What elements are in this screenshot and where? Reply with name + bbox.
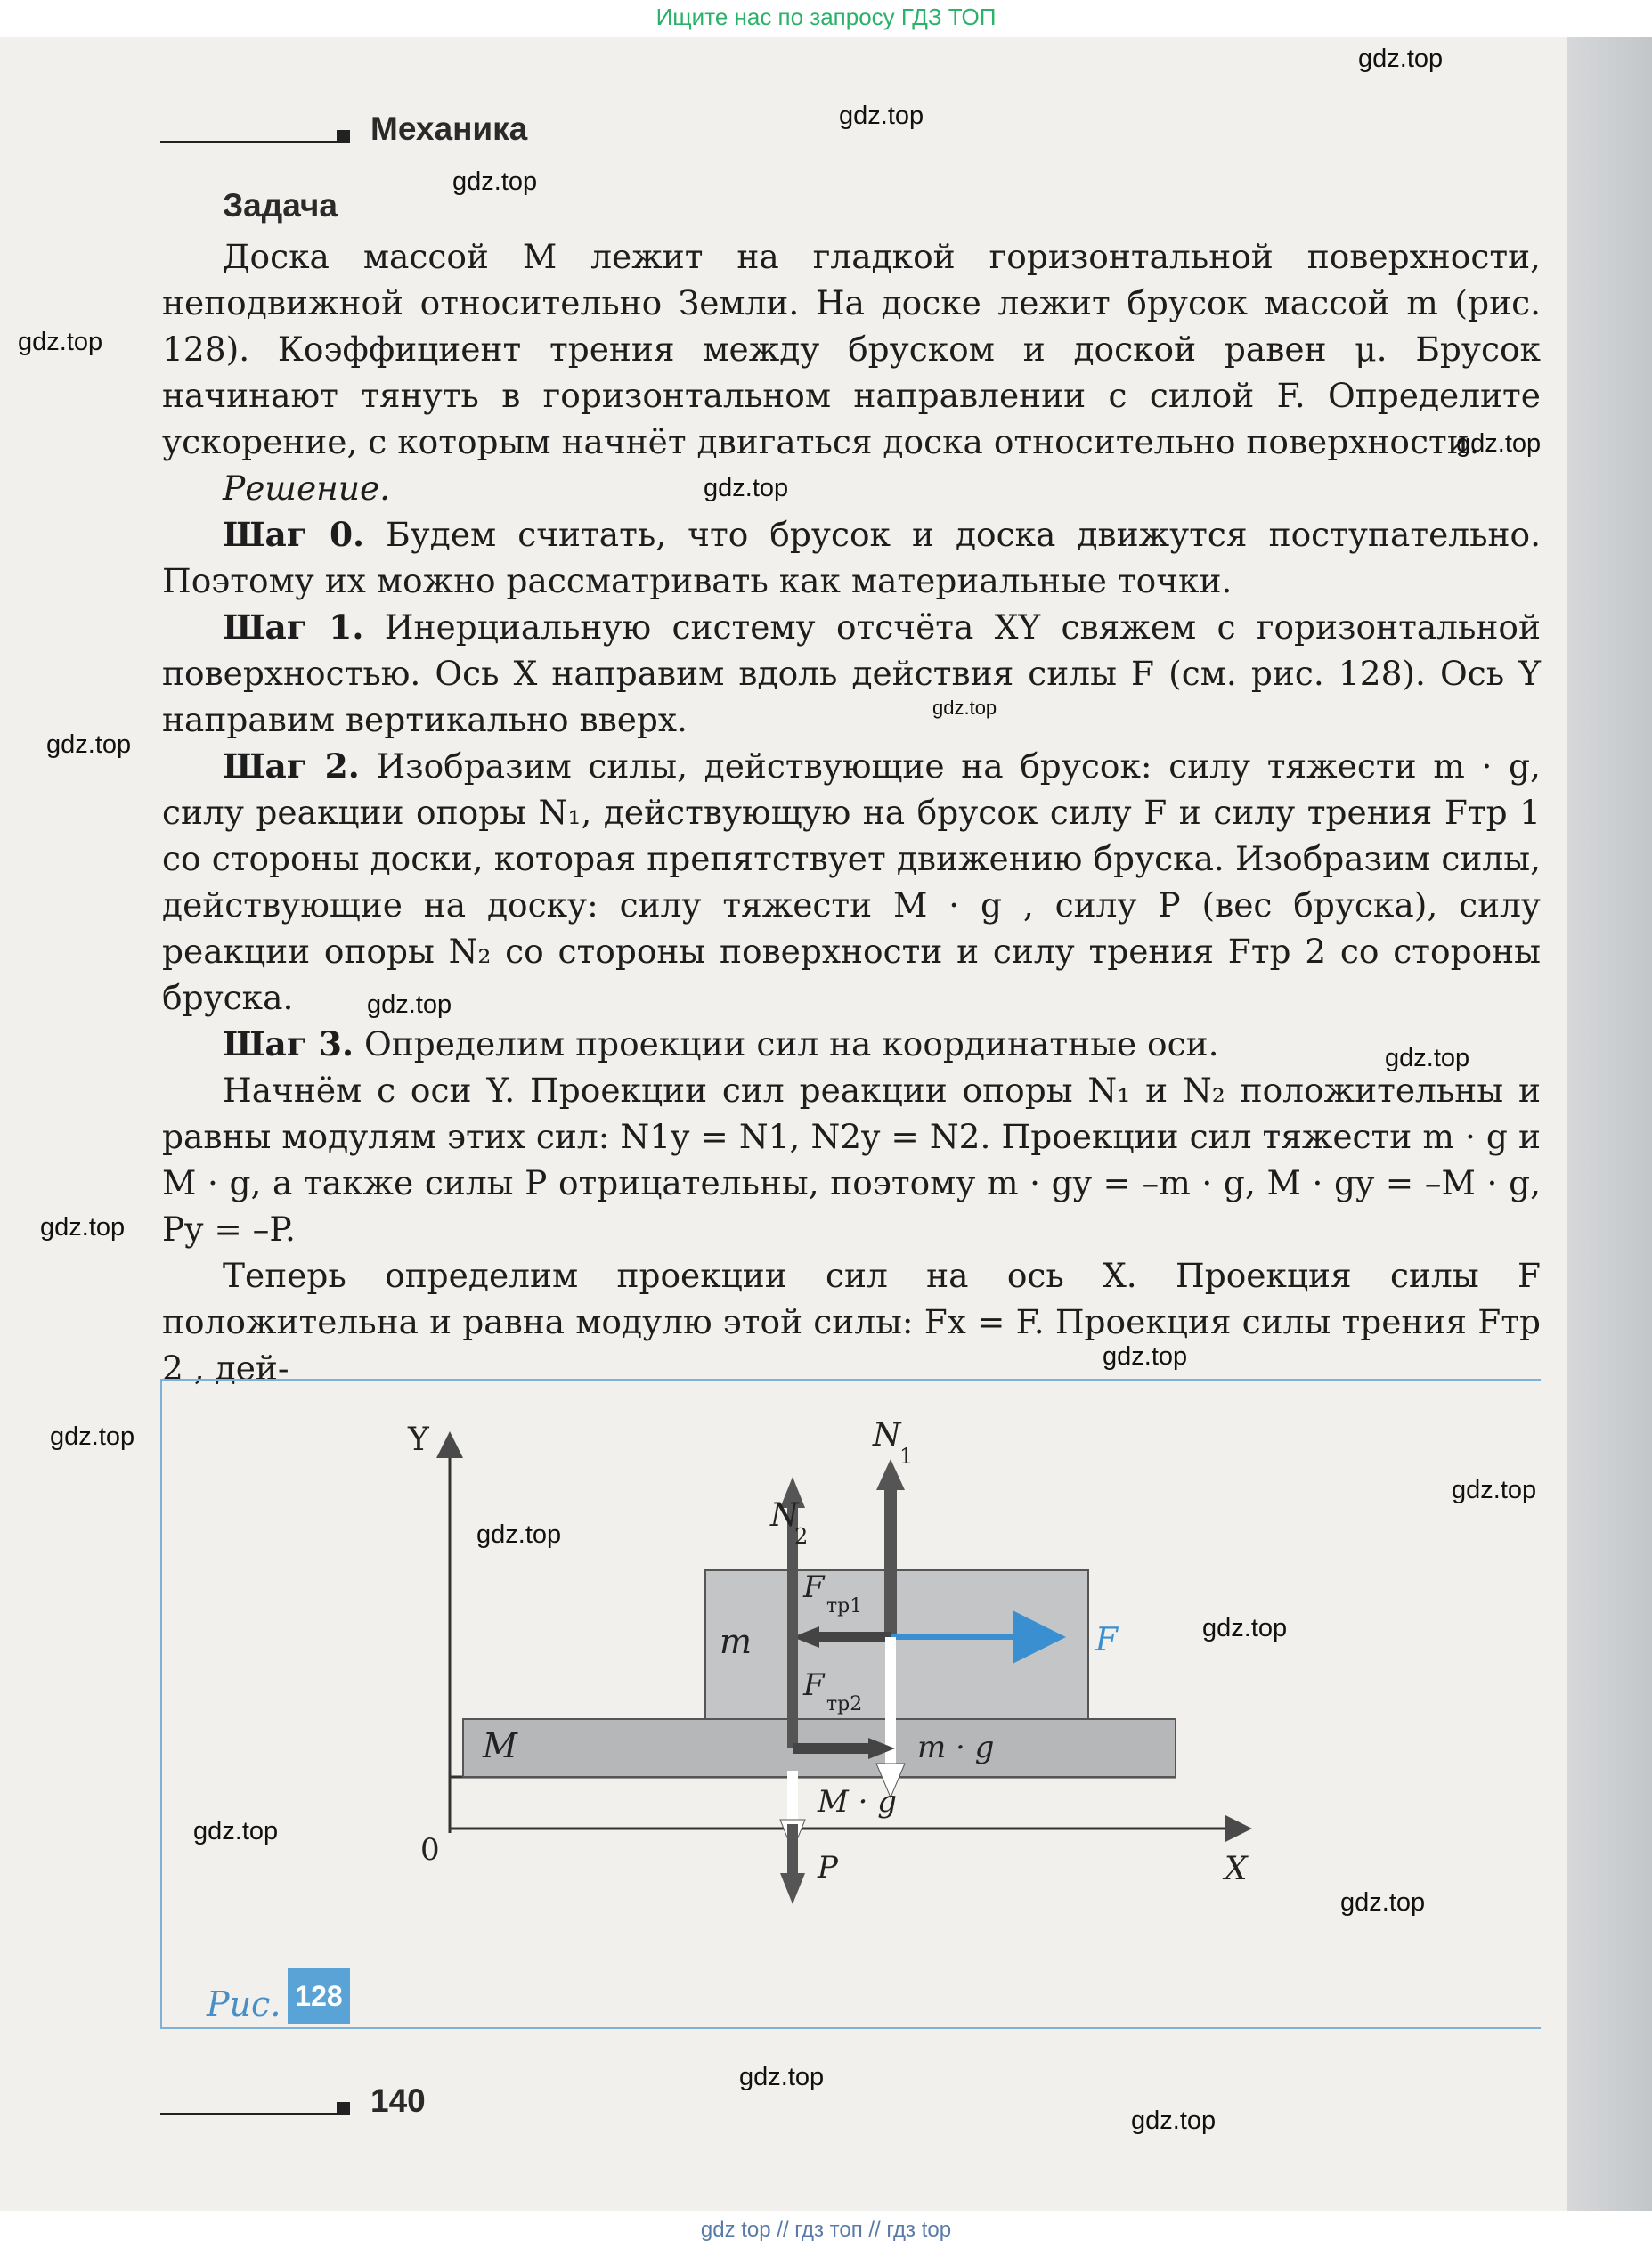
step-2-label: Шаг 2. (223, 746, 360, 786)
watermark: gdz.top (46, 730, 132, 759)
y-axis-paragraph: Начнём с оси Y. Проекции сил реакции опоры N₁ и N₂ положительны и равны модулям этих сил: N1y = N1, N2y = N2. Проекции сил тяжести m · g и M · g, а также силы P отрицательны, поэтому m · gy = –m · g, M · gy = –M · g, Py = –P. (162, 1071, 1541, 1249)
watermark: gdz.top (1452, 1476, 1537, 1504)
figure-caption-label: Рис. (207, 1984, 281, 2024)
watermark: gdz.top (1340, 1888, 1426, 1917)
step-0 (162, 511, 1541, 604)
ftr1-subscript: тр1 (826, 1595, 863, 1617)
watermark: gdz.top (1456, 429, 1542, 458)
top-banner[interactable]: Ищите нас по запросу ГДЗ ТОП (655, 4, 997, 30)
watermark: gdz.top (1103, 1342, 1188, 1371)
step-1-text: Инерциальную систему отсчёта XY свяжем с горизонтальной поверхностью. Ось X направим вдоль действия силы F (см. рис. 128). Ось Y направим вертикально вверх. (162, 607, 1541, 739)
step-3 (162, 1021, 1541, 1067)
step-0-label: Шаг 0. (223, 515, 365, 554)
n2-label: N (770, 1497, 799, 1534)
origin-label: 0 (420, 1832, 440, 1868)
n1-label: N (873, 1417, 901, 1454)
ftr2-subscript: тр2 (826, 1693, 863, 1715)
watermark: gdz.top (40, 1213, 126, 1242)
step-2-text: Изобразим силы, действующие на брусок: силу тяжести m · g, силу реакции опоры N₁, действующую на брусок силу F и силу трения Fтр 1 со стороны доски, которая препятствует движению бруска. Изобразим силы, действующие на доску: силу тяжести M · g , силу P (вес бруска), силу реакции опоры N₂ со стороны поверхности и силу трения Fтр 2 со стороны бруска. (162, 746, 1541, 1017)
f-label: F (1095, 1622, 1118, 1658)
n1-subscript: 1 (899, 1444, 914, 1469)
step-3-text: Определим проекции сил на координатные оси. (354, 1024, 1219, 1063)
watermark: gdz.top (739, 2063, 825, 2091)
body-text (162, 233, 1541, 1391)
y-axis-label: Y (408, 1422, 429, 1458)
watermark: gdz.top (1131, 2106, 1217, 2135)
watermark: gdz.top (476, 1520, 562, 1549)
watermark: gdz.top (367, 990, 452, 1019)
step-1-label: Шаг 1. (223, 607, 364, 647)
x-axis-label: X (1225, 1851, 1248, 1887)
task-paragraph: Доска массой M лежит на гладкой горизонтальной поверхности, неподвижной относительно Земли. На доске лежит брусок массой m (рис. 128). Коэффициент трения между бруском и доской равен μ. Брусок начинают тянуть в горизонтальном направлении с силой F. Определите ускорение, с которым начнёт двигаться доска относительно поверхности. (162, 237, 1541, 461)
force-diagram (160, 1379, 1541, 2029)
header-marker (337, 130, 350, 143)
footer-marker (337, 2102, 350, 2115)
n2-subscript: 2 (794, 1524, 809, 1549)
step-3-label: Шаг 3. (223, 1024, 354, 1063)
header-rule (160, 141, 343, 143)
p-arrowhead (780, 1873, 805, 1904)
page-edge-shadow (1567, 37, 1652, 2211)
ftr1-label: F (803, 1569, 825, 1605)
footer-rule (160, 2113, 343, 2115)
watermark: gdz.top (1202, 1614, 1288, 1642)
watermark: gdz.top (452, 167, 538, 196)
x-axis-paragraph: Теперь определим проекции сил на ось X. Проекция силы F положительна и равна модулю этой силы: Fx = F. Проекция силы трения Fтр 2 , дей- (162, 1256, 1541, 1388)
block-mass-label: m (720, 1622, 753, 1661)
ftr2-label: F (803, 1667, 825, 1703)
step-1 (162, 604, 1541, 743)
step-0-text: Будем считать, что брусок и доска движутся поступательно. Поэтому их можно рассматривать как материальные точки. (162, 515, 1541, 600)
Mg-label: M · g (818, 1784, 898, 1820)
step-2 (162, 743, 1541, 1021)
watermark: gdz.top (704, 474, 789, 502)
watermark: gdz.top (1385, 1044, 1470, 1072)
watermark: gdz.top (1358, 45, 1444, 73)
watermark: gdz.top (193, 1817, 279, 1846)
watermark: gdz.top (50, 1422, 135, 1451)
task-heading: Задача (223, 187, 338, 224)
watermark: gdz.top (18, 328, 103, 356)
watermark: gdz.top (839, 102, 924, 130)
p-label: P (818, 1850, 838, 1886)
page-number: 140 (370, 2082, 426, 2119)
figure-number-badge: 128 (288, 1968, 350, 2024)
mg-label: m · g (917, 1730, 995, 1765)
solution-heading: Решение. (223, 469, 391, 508)
board-mass-label: M (483, 1726, 517, 1765)
watermark: gdz.top (932, 697, 997, 719)
section-title: Механика (370, 110, 528, 147)
bottom-banner[interactable]: gdz top // гдз топ // гдз top (700, 2218, 952, 2242)
